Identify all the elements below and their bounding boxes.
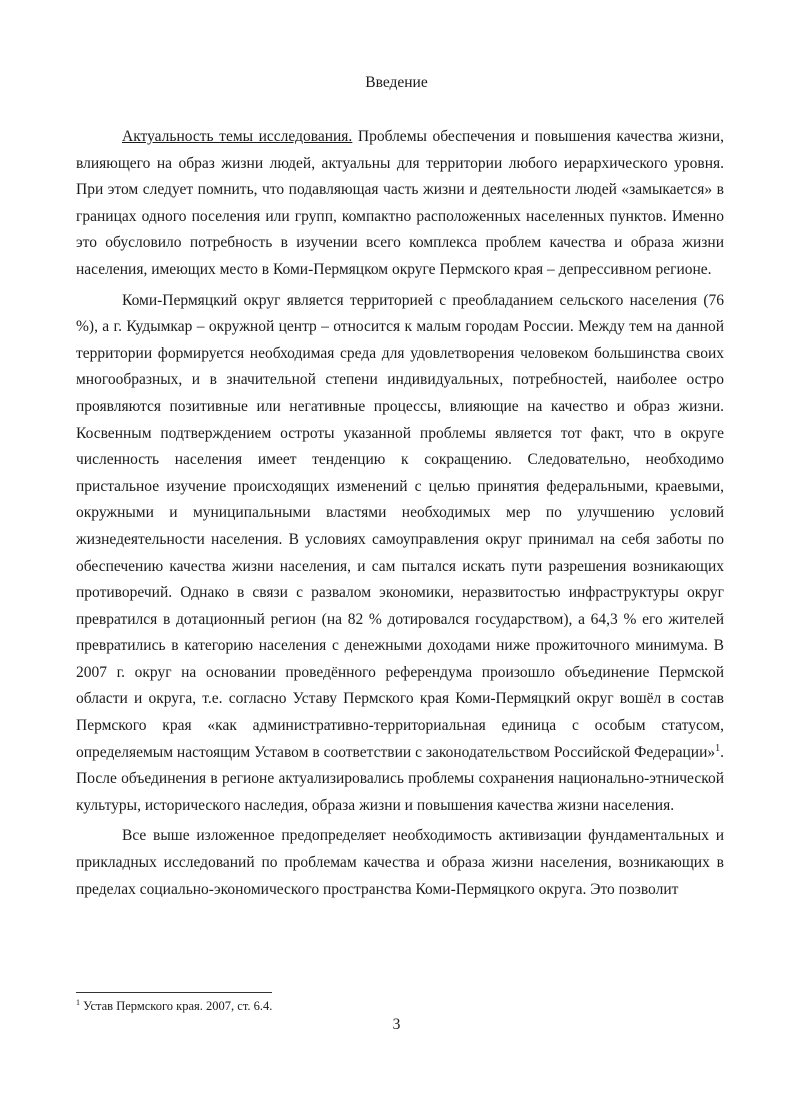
section-lead: Актуальность темы исследования.: [122, 128, 353, 145]
paragraph-3-text: Все выше изложенное предопределяет необходимость активизации фундаментальных и прикладных исследований по проблемам качества и образа жизни населения, возникающих в пределах социально-экономического пространства Коми-Пермяцкого округа. Это позволит: [76, 827, 724, 898]
paragraph-2-text-end: . После объединения в регионе актуализировались проблемы сохранения национально-этнической культуры, исторического наследия, образа жизни и повышения качества жизни населения.: [76, 743, 724, 814]
footnote-reference[interactable]: 1: [715, 742, 721, 754]
paragraph-relevance: [76, 124, 724, 284]
paragraph-conclusion: [76, 823, 724, 903]
paragraph-region: [76, 288, 724, 820]
footnote: [76, 998, 272, 1014]
paragraph-1-text: Проблемы обеспечения и повышения качества жизни, влияющего на образ жизни людей, актуальны для территории любого иерархического уровня. При этом следует помнить, что подавляющая часть жизни и деятельности людей «замыкается» в границах одного поселения или групп, компактно расположенных населенных пунктов. Именно это обусловило потребность в изучении всего комплекса проблем качества и образа жизни населения, имеющих место в Коми-Пермяцком округе Пермского края – депрессивном регионе.: [76, 128, 724, 278]
footnote-marker: 1: [76, 997, 80, 1007]
paragraph-2-text: Коми-Пермяцкий округ является территорией с преобладанием сельского населения (76 %), а г. Кудымкар – окружной центр – относится к малым городам России. Между тем на данной территории формируется необходимая среда для удовлетворения человеком большинства своих многообразных, и в значительной степени индивидуальных, потребностей, наиболее остро проявляются позитивные или негативные процессы, влияющие на качество и образ жизни. Косвенным подтверждением остроты указанной проблемы является тот факт, что в округе численность населения имеет тенденцию к сокращению. Следовательно, необходимо пристальное изучение происходящих изменений с целью принятия федеральными, краевыми, окружными и муниципальными властями необходимых мер по улучшению условий жизнедеятельности населения. В условиях самоуправления округ принимал на себя заботы по обеспечению качества жизни населения, и сам пытался искать пути разрешения возникающих противоречий. Однако в связи с развалом экономики, неразвитостью инфраструктуры округ превратился в дотационный регион (на 82 % дотировался государством), а 64,3 % его жителей превратились в категорию населения с денежными доходами ниже прожиточного минимума. В 2007 г. округ на основании проведённого референдума произошло объединение Пермской области и округа, т.е. согласно Уставу Пермского края Коми-Пермяцкий округ вошёл в состав Пермского края «как административно-территориальная единица с особым статусом, определяемым настоящим Уставом в соответствии с законодательством Российской Федерации»: [76, 291, 724, 761]
footnote-separator: [76, 992, 272, 993]
body-text: [76, 124, 724, 903]
footnote-text: Устав Пермского края. 2007, ст. 6.4.: [80, 999, 273, 1013]
page-number: 3: [392, 1016, 401, 1033]
page-title: Введение: [365, 74, 428, 91]
